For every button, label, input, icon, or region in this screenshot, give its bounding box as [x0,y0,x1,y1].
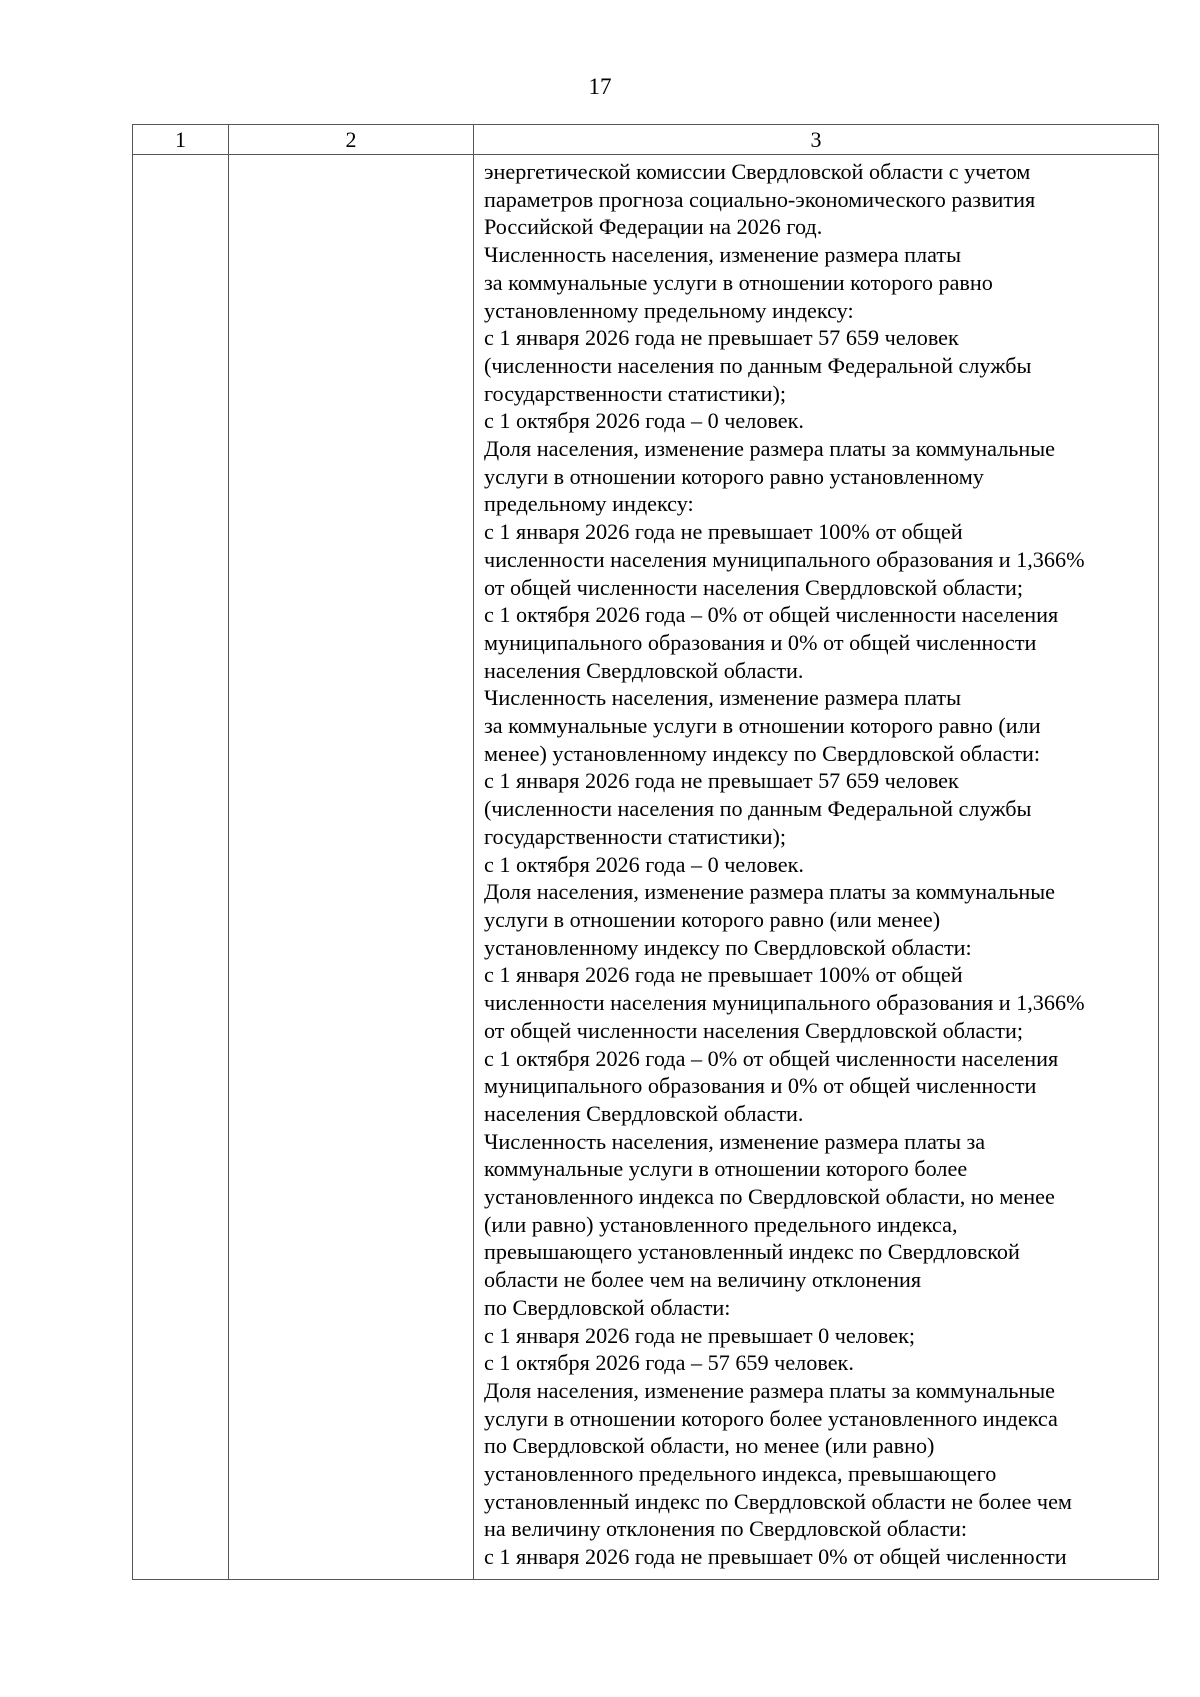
text-line: Доля населения, изменение размера платы за коммунальные [484,436,1056,462]
column-header-2: 2 [229,125,474,155]
text-line: параметров прогноза социально-экономического развития [484,186,1036,212]
text-line: с 1 января 2026 года не превышает 0% от общей численности [484,1544,1067,1570]
text-line: с 1 октября 2026 года – 0% от общей численности населения [484,602,1059,628]
text-line: установленный индекс по Свердловской области не более чем [484,1488,1072,1514]
text-line: государственности статистики); [484,380,787,406]
document-table [132,124,1159,1580]
text-line: на величину отклонения по Свердловской области: [484,1516,968,1542]
table-header-row [133,125,1159,155]
text-line: (численности населения по данным Федеральной службы [484,796,1032,822]
text-line: с 1 января 2026 года не превышает 0 человек; [484,1322,916,1348]
text-line: менее) установленному индексу по Свердловской области: [484,740,1041,766]
text-line: от общей численности населения Свердловской области; [484,1017,1023,1043]
text-line: муниципального образования и 0% от общей численности [484,1073,1037,1099]
table-cell-col1 [133,155,229,1580]
text-line: Численность населения, изменение размера платы за [484,1128,986,1154]
text-line: установленному индексу по Свердловской области: [484,934,972,960]
text-line: энергетической комиссии Свердловской области с учетом [484,159,1031,184]
text-line: услуги в отношении которого равно установленному [484,463,984,489]
text-line: по Свердловской области: [484,1294,731,1320]
text-line: с 1 октября 2026 года – 0 человек. [484,408,804,434]
text-line: с 1 января 2026 года не превышает 100% от общей [484,519,963,545]
text-line: превышающего установленный индекс по Свердловской [484,1239,1020,1265]
text-line: предельному индексу: [484,491,694,517]
text-line: с 1 января 2026 года не превышает 57 659 человек [484,768,959,794]
text-line: с 1 января 2026 года не превышает 57 659 человек [484,325,959,351]
text-line: численности населения муниципального образования и 1,366% [484,546,1085,572]
text-line: Доля населения, изменение размера платы за коммунальные [484,879,1056,905]
text-line: за коммунальные услуги в отношении которого равно [484,269,993,295]
text-line: с 1 января 2026 года не превышает 100% от общей [484,962,963,988]
text-line: услуги в отношении которого более установленного индекса [484,1405,1058,1431]
text-line: Численность населения, изменение размера платы [484,685,961,711]
text-line: от общей численности населения Свердловской области; [484,574,1023,600]
text-line: Численность населения, изменение размера платы [484,242,961,268]
text-line: Российской Федерации на 2026 год. [484,214,823,240]
text-line: за коммунальные услуги в отношении которого равно (или [484,713,1041,739]
text-line: услуги в отношении которого равно (или менее) [484,906,941,932]
text-line: (численности населения по данным Федеральной службы [484,352,1032,378]
text-line: населения Свердловской области. [484,1100,804,1126]
text-line: области не более чем на величину отклонения [484,1267,922,1293]
text-line: установленному предельному индексу: [484,297,854,323]
text-line: с 1 октября 2026 года – 0 человек. [484,851,804,877]
text-line: с 1 октября 2026 года – 0% от общей численности населения [484,1045,1059,1071]
text-line: (или равно) установленного предельного индекса, [484,1211,958,1237]
text-line: установленного предельного индекса, превышающего [484,1461,997,1487]
text-line: муниципального образования и 0% от общей численности [484,629,1037,655]
text-line: с 1 октября 2026 года – 57 659 человек. [484,1350,854,1376]
text-line: по Свердловской области, но менее (или равно) [484,1433,935,1459]
table-row [133,155,1159,1580]
column-header-1: 1 [133,125,229,155]
table-cell-col3 [474,155,1159,1580]
text-line: численности населения муниципального образования и 1,366% [484,990,1085,1016]
text-line: Доля населения, изменение размера платы за коммунальные [484,1377,1056,1403]
text-line: государственности статистики); [484,823,787,849]
column-header-3: 3 [474,125,1159,155]
text-line: населения Свердловской области. [484,657,804,683]
cell-text-block [474,155,1158,1571]
table-cell-col2 [229,155,474,1580]
text-line: коммунальные услуги в отношении которого более [484,1156,968,1182]
text-line: установленного индекса по Свердловской области, но менее [484,1184,1055,1210]
page-number: 17 [588,74,612,99]
